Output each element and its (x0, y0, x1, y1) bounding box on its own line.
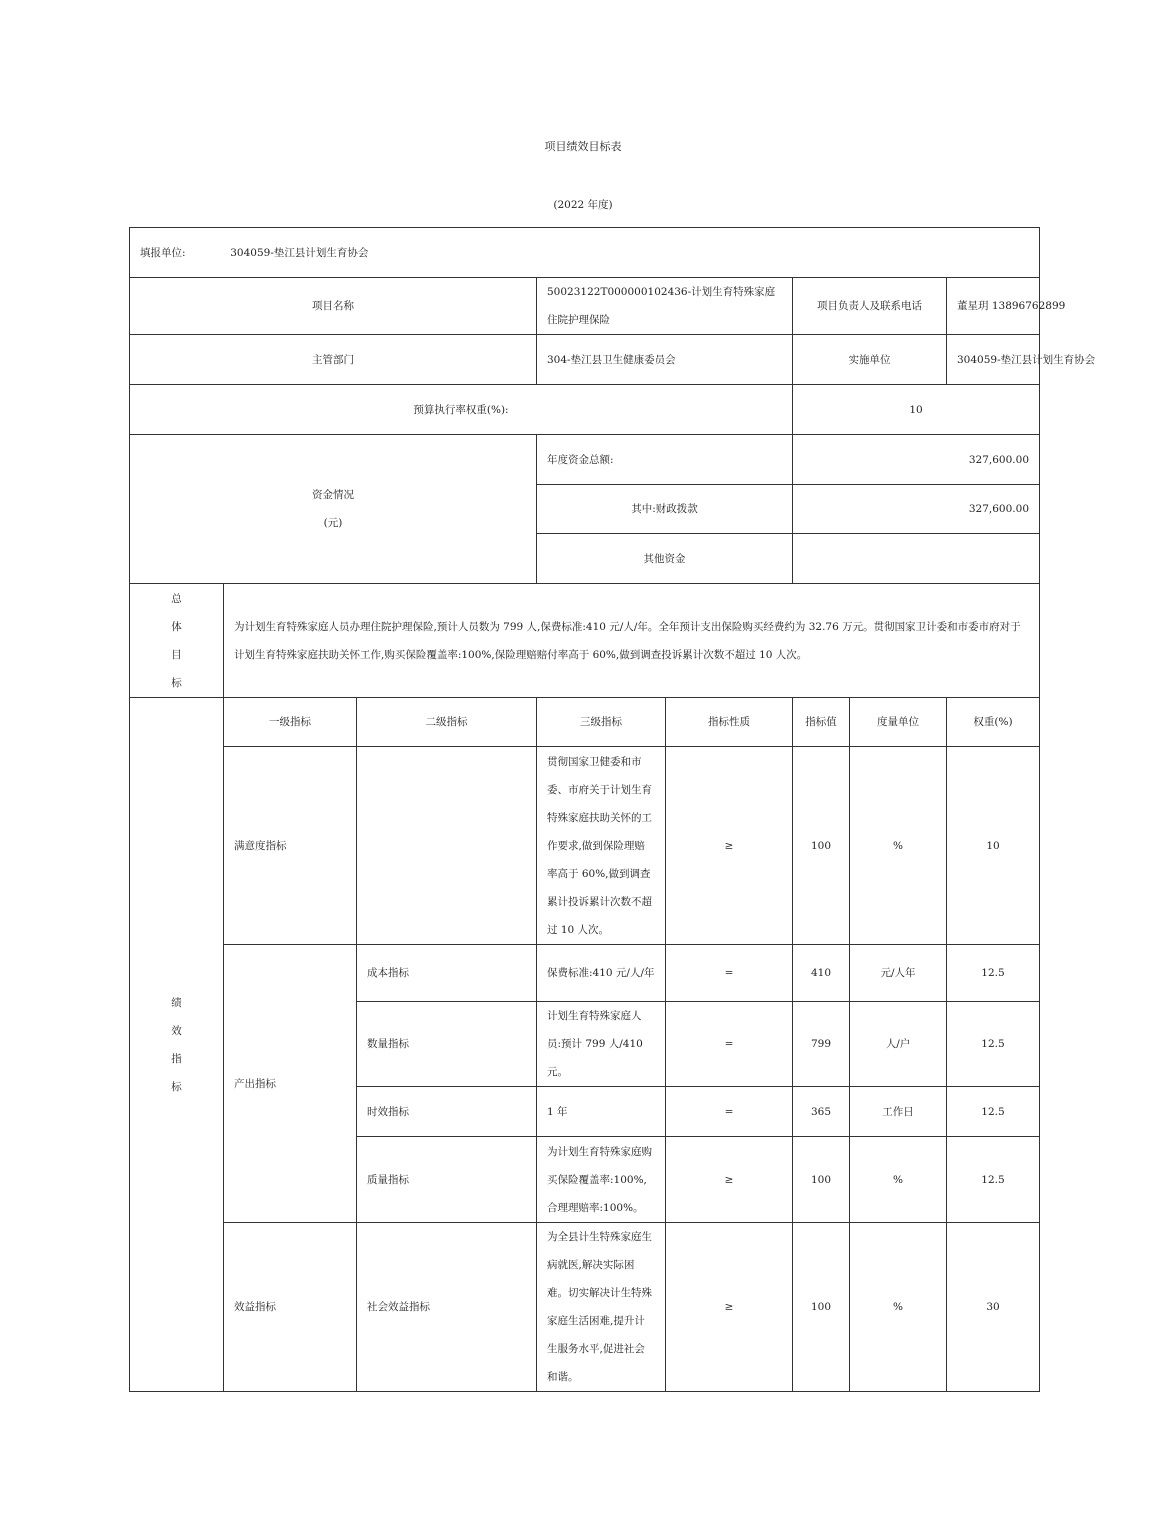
value-cell: 100 (793, 747, 850, 945)
indicator-header-row (130, 698, 1040, 747)
level2-cell: 时效指标 (357, 1087, 537, 1137)
fill-unit-value: 304059-垫江县计划生育协会 (230, 246, 369, 259)
table-row (130, 945, 1040, 1002)
unit-cell: % (850, 1137, 947, 1223)
budget-weight-row (130, 385, 1040, 435)
contact-label: 项目负责人及联系电话 (793, 278, 947, 335)
weight-cell: 12.5 (947, 1137, 1040, 1223)
level3-cell: 保费标准:410 元/人/年 (537, 945, 666, 1002)
funds-total-row (130, 435, 1040, 485)
level2-cell: 数量指标 (357, 1002, 537, 1087)
project-name-label: 项目名称 (130, 278, 537, 335)
fill-unit-label: 填报单位: (140, 246, 186, 259)
indicator-label-char: 效 (171, 1024, 182, 1037)
dept-value: 304-垫江县卫生健康委员会 (537, 335, 793, 385)
value-cell: 799 (793, 1002, 850, 1087)
unit-cell: 工作日 (850, 1087, 947, 1137)
overall-goal-text: 为计划生育特殊家庭人员办理住院护理保险,预计人员数为 799 人,保费标准:410 元/人/年。全年预计支出保险购买经费约为 32.76 万元。贯彻国家卫计委和市委市府对于计划生育特殊家庭扶助关怀工作,购买保险覆盖率:100%,保险理赔赔付率高于 60%,做到调查投诉累计次数不超过 10 人次。 (224, 584, 1040, 698)
nature-cell: = (666, 1002, 793, 1087)
funds-label-cell (130, 435, 537, 584)
header-value: 指标值 (793, 698, 850, 747)
project-name-value: 50023122T000000102436-计划生育特殊家庭住院护理保险 (537, 278, 793, 335)
performance-target-table (129, 227, 1096, 1392)
goal-label-char: 总 (171, 592, 182, 605)
weight-cell: 12.5 (947, 1002, 1040, 1087)
level1-cell: 产出指标 (224, 945, 357, 1223)
project-name-row (130, 278, 1040, 335)
unit-cell: 元/人年 (850, 945, 947, 1002)
header-nature: 指标性质 (666, 698, 793, 747)
overall-goal-row (130, 584, 1040, 698)
goal-label-char: 体 (171, 620, 182, 633)
budget-weight-label: 预算执行率权重(%): (130, 385, 793, 435)
goal-label-char: 标 (171, 676, 182, 689)
funds-total-value: 327,600.00 (793, 435, 1040, 485)
header-level1: 一级指标 (224, 698, 357, 747)
level1-cell: 满意度指标 (224, 747, 357, 945)
level3-cell: 贯彻国家卫健委和市委、市府关于计划生育特殊家庭扶助关怀的工作要求,做到保险理赔率高于 60%,做到调查累计投诉累计次数不超过 10 人次。 (537, 747, 666, 945)
weight-cell: 10 (947, 747, 1040, 945)
indicator-section-label (130, 698, 224, 1392)
level3-cell: 计划生育特殊家庭人员:预计 799 人/410 元。 (537, 1002, 666, 1087)
unit-cell: % (850, 1223, 947, 1392)
dept-label: 主管部门 (130, 335, 537, 385)
level2-cell: 成本指标 (357, 945, 537, 1002)
nature-cell: ≥ (666, 747, 793, 945)
funds-unit-label: (元) (323, 517, 343, 529)
overall-goal-label (130, 584, 224, 698)
table-row (130, 747, 1040, 945)
unit-cell: 人/户 (850, 1002, 947, 1087)
funds-label: 资金情况 (312, 489, 354, 501)
fill-unit-row (130, 228, 1040, 278)
indicator-label-char: 绩 (171, 996, 182, 1009)
level2-cell (357, 747, 537, 945)
level1-cell: 效益指标 (224, 1223, 357, 1392)
value-cell: 365 (793, 1087, 850, 1137)
goal-label-char: 目 (171, 648, 182, 661)
budget-weight-value: 10 (793, 385, 1040, 435)
impl-value: 304059-垫江县计划生育协会 (947, 335, 1040, 385)
value-cell: 100 (793, 1223, 850, 1392)
funds-total-label: 年度资金总额: (537, 435, 793, 485)
weight-cell: 12.5 (947, 945, 1040, 1002)
level2-cell: 社会效益指标 (357, 1223, 537, 1392)
funds-other-value (793, 534, 1040, 584)
value-cell: 100 (793, 1137, 850, 1223)
level3-cell: 为计划生育特殊家庭购买保险覆盖率:100%,合理理赔率:100%。 (537, 1137, 666, 1223)
funds-other-label: 其他资金 (537, 534, 793, 584)
level3-cell: 为全县计生特殊家庭生病就医,解决实际困难。切实解决计生特殊家庭生活困难,提升计生服务水平,促进社会和谐。 (537, 1223, 666, 1392)
nature-cell: = (666, 1087, 793, 1137)
impl-label: 实施单位 (793, 335, 947, 385)
value-cell: 410 (793, 945, 850, 1002)
document-title: 项目绩效目标表 (544, 140, 622, 153)
document-year: (2022 年度) (553, 199, 613, 211)
header-level2: 二级指标 (357, 698, 537, 747)
indicator-label-char: 指 (171, 1052, 182, 1065)
department-row (130, 335, 1040, 385)
nature-cell: ≥ (666, 1137, 793, 1223)
table-row (130, 1223, 1040, 1392)
contact-value: 董星玥 13896762899 (947, 278, 1040, 335)
funds-fiscal-value: 327,600.00 (793, 485, 1040, 534)
fill-unit-cell (130, 228, 1040, 278)
indicator-label-char: 标 (171, 1080, 182, 1093)
weight-cell: 12.5 (947, 1087, 1040, 1137)
weight-cell: 30 (947, 1223, 1040, 1392)
nature-cell: = (666, 945, 793, 1002)
header-unit: 度量单位 (850, 698, 947, 747)
header-level3: 三级指标 (537, 698, 666, 747)
header-weight: 权重(%) (947, 698, 1040, 747)
level2-cell: 质量指标 (357, 1137, 537, 1223)
funds-fiscal-label: 其中:财政拨款 (537, 485, 793, 534)
nature-cell: ≥ (666, 1223, 793, 1392)
level3-cell: 1 年 (537, 1087, 666, 1137)
unit-cell: % (850, 747, 947, 945)
